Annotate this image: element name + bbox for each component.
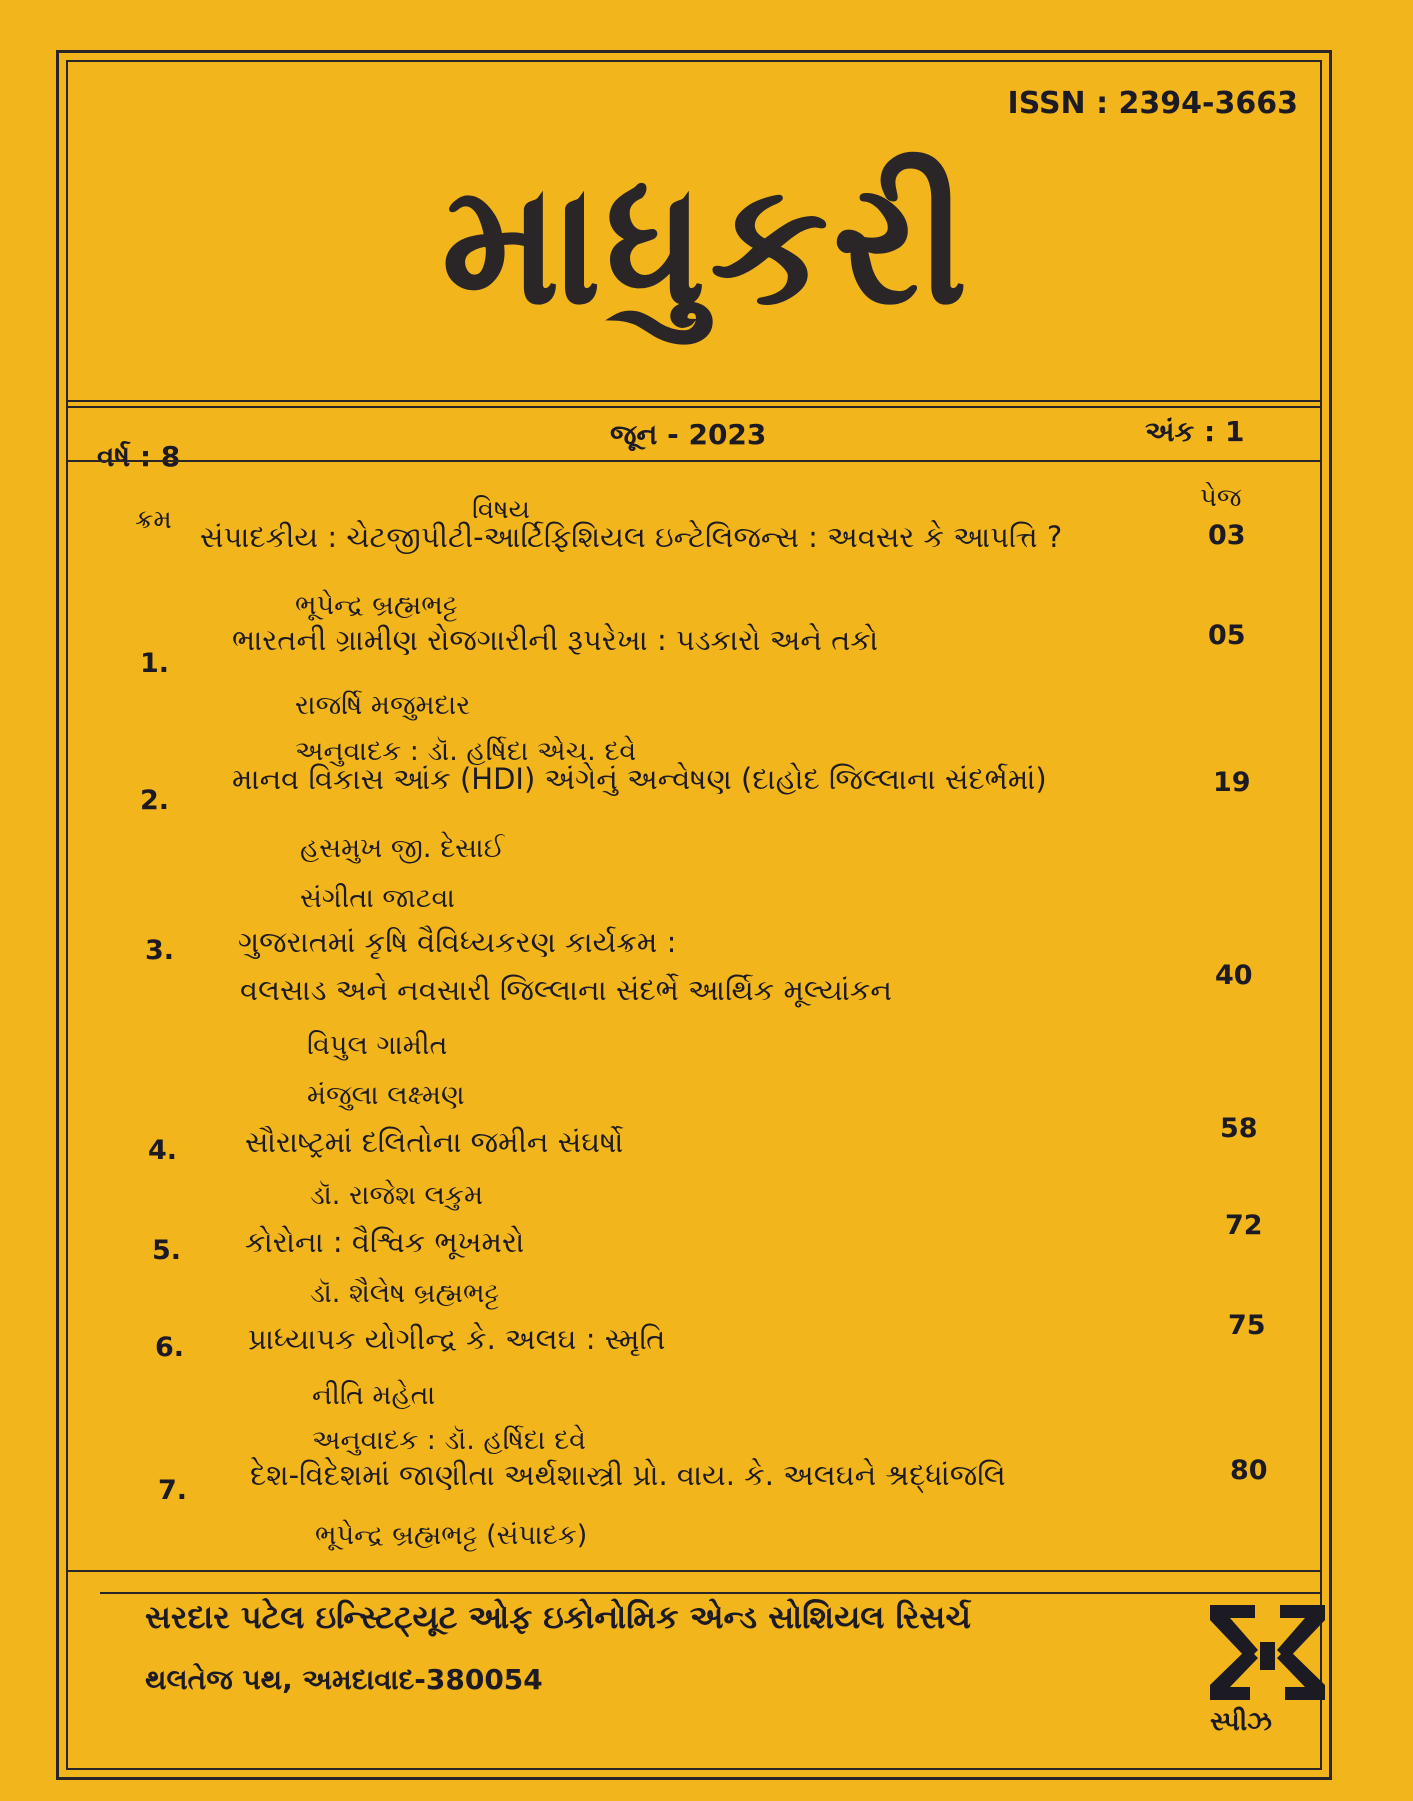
issue-divider [66, 460, 1322, 462]
toc-entry-author: નીતિ મહેતા [312, 1380, 436, 1411]
masthead-divider [66, 400, 1322, 402]
toc-entry-page: 80 [1230, 1455, 1268, 1486]
toc-entry-author: ડૉ. શૈલેષ બ્રહ્મભટ્ટ [310, 1278, 500, 1309]
toc-entry-page: 19 [1213, 767, 1251, 798]
toc-entry-number: 6. [155, 1332, 185, 1363]
toc-entry-page: 05 [1208, 620, 1246, 651]
institute-address: થલતેજ પથ, અમદાવાદ-380054 [145, 1663, 543, 1696]
toc-entry-title: માનવ વિકાસ આંક (HDI) અંગેનું અન્વેષણ (દાહોદ જિલ્લાના સંદર્ભમાં) [232, 762, 1047, 796]
toc-entry-title: સૌરાષ્ટ્રમાં દલિતોના જમીન સંઘર્ષો [245, 1125, 624, 1159]
toc-entry-title: દેશ-વિદેશમાં જાણીતા અર્થશાસ્ત્રી પ્રો. વાય. કે. અલઘને શ્રદ્ધાંજલિ [250, 1458, 1006, 1492]
institute-name: સરદાર પટેલ ઇન્સ્ટિટ્યૂટ ઓફ ઇકોનોમિક એન્ડ સોશિયલ રિસર્ચ [145, 1598, 971, 1636]
page-column-header: પેજ [1200, 483, 1242, 513]
toc-entry-title: સંપાદકીય : ચેટજીપીટી-આર્ટિફિશિયલ ઇન્ટેલિજન્સ : અવસર કે આપત્તિ ? [200, 520, 1063, 554]
issue-year: વર્ષ : 8 [97, 440, 181, 473]
toc-entry-number: 3. [145, 935, 175, 966]
toc-entry-page: 58 [1220, 1113, 1258, 1144]
toc-entry-author: મંજુલા લક્ષ્મણ [307, 1080, 465, 1111]
toc-entry-author: વિપુલ ગામીત [307, 1030, 448, 1061]
logo-text: સ્પીઝ [1210, 1707, 1272, 1737]
toc-entry-page: 03 [1208, 520, 1246, 551]
toc-entry-author: રાજર્ષિ મજુમદાર [295, 690, 471, 721]
toc-entry-author: ભૂપેન્દ્ર બ્રહ્મભટ્ટ (સંપાદક) [315, 1520, 588, 1551]
toc-entry-number: 4. [148, 1135, 178, 1166]
toc-entry-author: ભૂપેન્દ્ર બ્રહ્મભટ્ટ [295, 590, 458, 621]
subject-column-header: વિષય [472, 495, 530, 525]
issn-label: ISSN : 2394-3663 [1007, 86, 1298, 121]
masthead-divider-2 [66, 406, 1322, 408]
toc-entry-title: પ્રાધ્યાપક યોગીન્દ્ર કે. અલઘ : સ્મૃતિ [248, 1322, 666, 1356]
toc-entry-title: ગુજરાતમાં કૃષિ વૈવિધ્યકરણ કાર્યક્રમ : [238, 925, 677, 959]
toc-entry-author: સંગીતા જાટવા [300, 883, 455, 914]
toc-entry-author: ડૉ. રાજેશ લકુમ [310, 1180, 484, 1211]
toc-entry-number: 5. [152, 1235, 182, 1266]
toc-entry-page: 40 [1215, 960, 1253, 991]
journal-title: માધુકરી [441, 146, 972, 342]
toc-entry-author: હસમુખ જી. દેસાઈ [300, 833, 505, 864]
toc-entry-page: 72 [1225, 1210, 1263, 1241]
institute-logo-icon [1200, 1590, 1335, 1740]
toc-entry-author: અનુવાદક : ડૉ. હર્ષિદા દવે [312, 1425, 587, 1456]
toc-entry-number: 7. [158, 1475, 188, 1506]
issue-number: અંક : 1 [1145, 415, 1245, 448]
issue-date: જૂન - 2023 [610, 418, 767, 451]
toc-entry-number: 2. [140, 785, 170, 816]
toc-entry-title: ભારતની ગ્રામીણ રોજગારીની રૂપરેખા : પડકારો અને તકો [232, 623, 879, 657]
footer-divider [66, 1570, 1322, 1572]
toc-entry-number: 1. [140, 648, 170, 679]
toc-entry-title: કોરોના : વૈશ્વિક ભૂખમરો [245, 1225, 525, 1259]
serial-column-header: ક્રમ [135, 505, 172, 535]
toc-entry-page: 75 [1228, 1310, 1266, 1341]
toc-entry-author: અનુવાદક : ડૉ. હર્ષિદા એચ. દવે [295, 736, 637, 767]
footer-divider-2 [100, 1592, 1322, 1594]
toc-entry-title-continued: વલસાડ અને નવસારી જિલ્લાના સંદર્ભે આર્થિક મૂલ્યાંકન [240, 973, 892, 1007]
